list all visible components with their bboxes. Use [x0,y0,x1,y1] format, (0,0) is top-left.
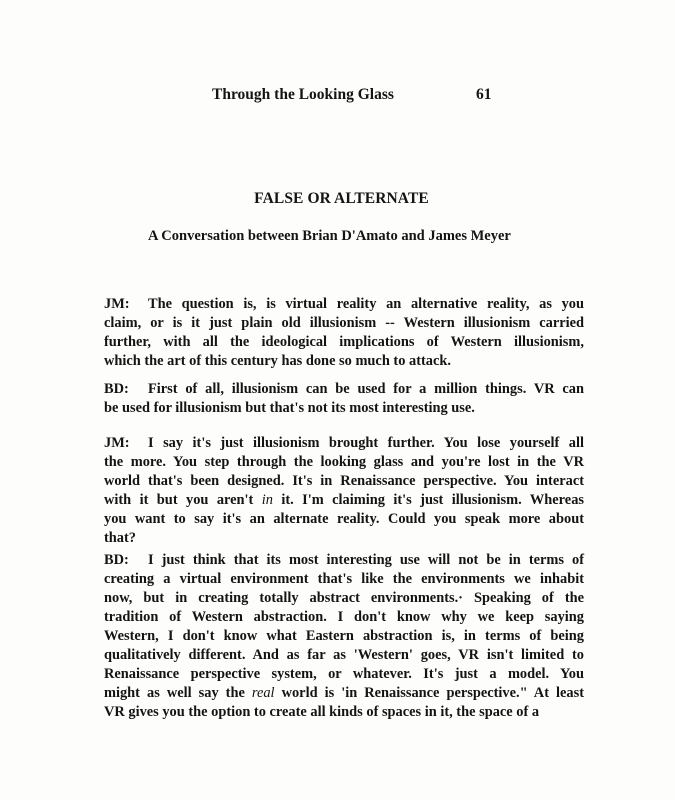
line-text: I say it's just illusionism brought further. You lose yourself all [148,435,584,451]
speaker-label: BD: [104,552,129,568]
speaker-label: JM: [104,435,130,451]
text-line [104,380,584,399]
text-line: claim, or is it just plain old illusionism -- Western illusionism carried [104,315,584,331]
text-line [104,491,584,510]
text-line: creating a virtual environment that's like the environments we inhabit [104,571,584,587]
dialogue-paragraph [104,551,584,722]
text-line: further, with all the ideological implications of Western illusionism, [104,334,584,350]
line-text: it. I'm claiming it's just illusionism. Whereas [272,492,584,508]
dialogue-paragraph [104,434,584,548]
line-text: First of all, illusionism can be used for a million things. VR can [148,381,584,397]
article-title: FALSE OR ALTERNATE [254,190,429,207]
article-subtitle: A Conversation between Brian D'Amato and James Meyer [148,228,511,244]
line-text: world is 'in Renaissance perspective." At least [274,685,585,701]
line-text: with it but you aren't [104,492,262,508]
line-text: might as well say the [104,685,252,701]
italic-emphasis: in [261,492,273,508]
dialogue-paragraph [104,380,584,418]
text-line: now, but in creating totally abstract environments.· Speaking of the [104,590,584,606]
text-line: that? [104,530,136,546]
text-line [104,295,584,314]
text-line [104,434,584,453]
text-line: Renaissance perspective system, or whatever. It's just a model. You [104,666,584,682]
text-line: Western, I don't know what Eastern abstraction is, in terms of being [104,628,584,644]
running-head-title: Through the Looking Glass [212,86,394,103]
dialogue-paragraph [104,295,584,371]
speaker-label: BD: [104,381,129,397]
text-line: which the art of this century has done so much to attack. [104,353,451,369]
text-line [104,551,584,570]
text-line: world that's been designed. It's in Renaissance perspective. You interact [104,473,584,489]
text-line [104,684,584,703]
text-line: qualitatively different. And as far as 'Western' goes, VR isn't limited to [104,647,584,663]
page-number: 61 [476,86,492,103]
line-text: I just think that its most interesting use will not be in terms of [148,552,584,568]
line-text: The question is, is virtual reality an alternative reality, as you [148,296,584,312]
text-line: the more. You step through the looking glass and you're lost in the VR [104,454,584,470]
speaker-label: JM: [104,296,130,312]
text-line: be used for illusionism but that's not its most interesting use. [104,400,475,416]
text-line: VR gives you the option to create all kinds of spaces in it, the space of a [104,704,540,720]
italic-emphasis: real [251,685,275,701]
text-line: tradition of Western abstraction. I don't know why we keep saying [104,609,584,625]
text-line: you want to say it's an alternate reality. Could you speak more about [104,511,584,527]
